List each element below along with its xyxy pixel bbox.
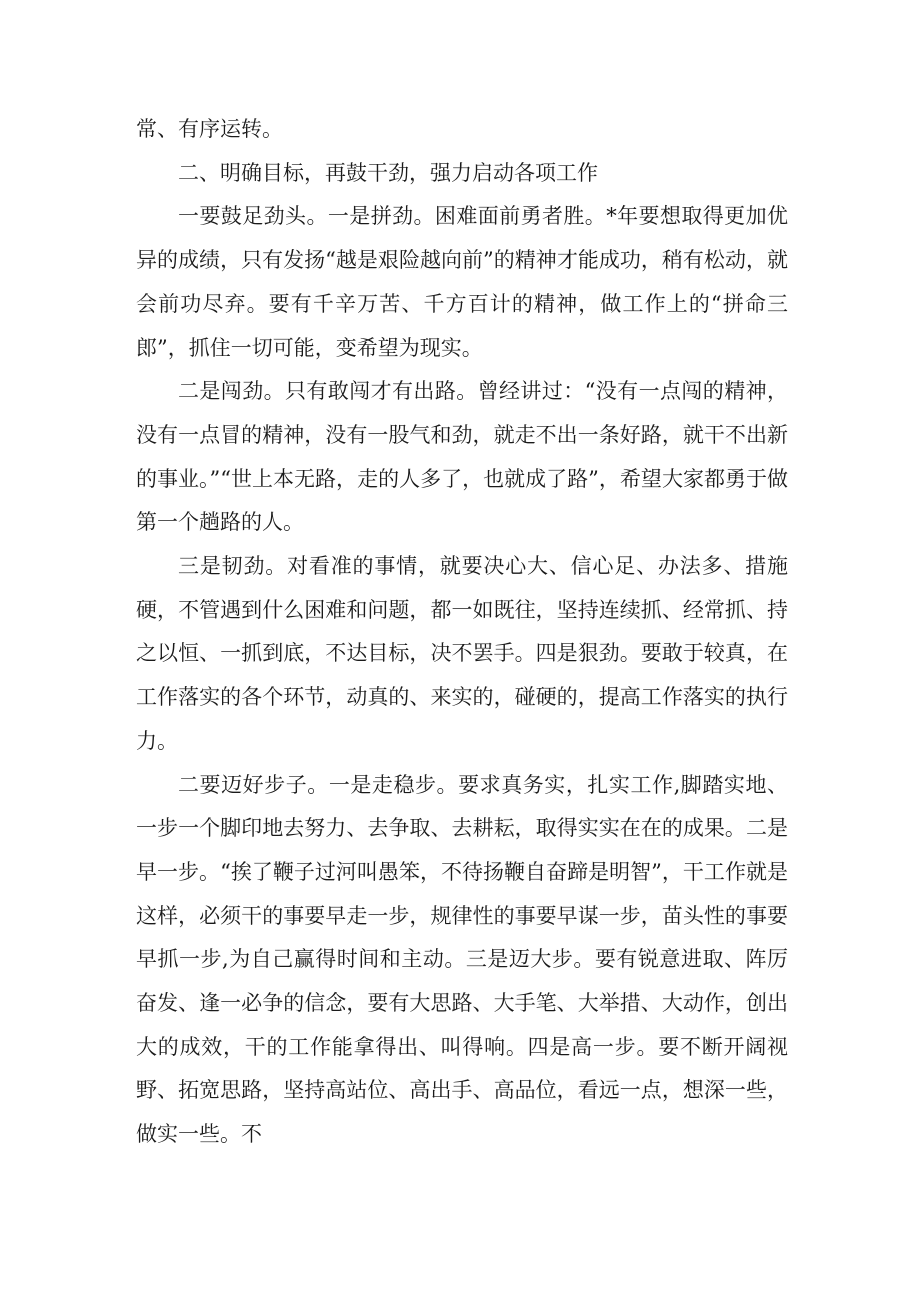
paragraph: 二要迈好步子。一是走稳步。要求真务实，扎实工作,脚踏实地、一步一个脚印地去努力、去争取、去耕耘，取得实实在在的成果。二是早一步。“挨了鞭子过河叫愚笨，不待扬鞭自奋蹄是明智”，干工作就是这样，必须干的事要早走一步，规律性的事要早谋一步，苗头性的事要早抓一步,为自己赢得时间和主动。三是迈大步。要有锐意进取、阵厉奋发、逢一必争的信念，要有大思路、大手笔、大举措、大动作，创出大的成效，干的工作能拿得出、叫得响。四是高一步。要不断开阔视野、拓宽思路，坚持高站位、高出手、高品位，看远一点，想深一些，做实一些。不 bbox=[136, 772, 788, 1147]
paragraph: 二是闯劲。只有敢闯才有出路。曾经讲过：“没有一点闯的精神，没有一点冒的精神，没有一股气和劲，就走不出一条好路，就干不出新的事业。”“世上本无路，走的人多了，也就成了路”，希望大家都勇于做第一个趟路的人。 bbox=[136, 379, 788, 535]
body-text bbox=[136, 108, 788, 1157]
paragraph-continuation: 常、有序运转。 bbox=[136, 117, 283, 141]
section-heading: 二、明确目标，再鼓干劲，强力启动各项工作 bbox=[178, 160, 598, 185]
paragraph: 一要鼓足劲头。一是拼劲。困难面前勇者胜。*年要想取得更加优异的成绩，只有发扬“越是艰险越向前”的精神才能成功，稍有松动，就会前功尽弃。要有千辛万苦、千方百计的精神，做工作上的“拼命三郎”，抓住一切可能，变希望为现实。 bbox=[136, 204, 788, 360]
paragraph: 三是韧劲。对看准的事情，就要决心大、信心足、办法多、措施硬，不管遇到什么困难和问题，都一如既往，坚持连续抓、经常抓、持之以恒、一抓到底，不达目标，决不罢手。四是狠劲。要敢于较真，在工作落实的各个环节，动真的、来实的，碰硬的，提高工作落实的执行力。 bbox=[136, 554, 788, 753]
